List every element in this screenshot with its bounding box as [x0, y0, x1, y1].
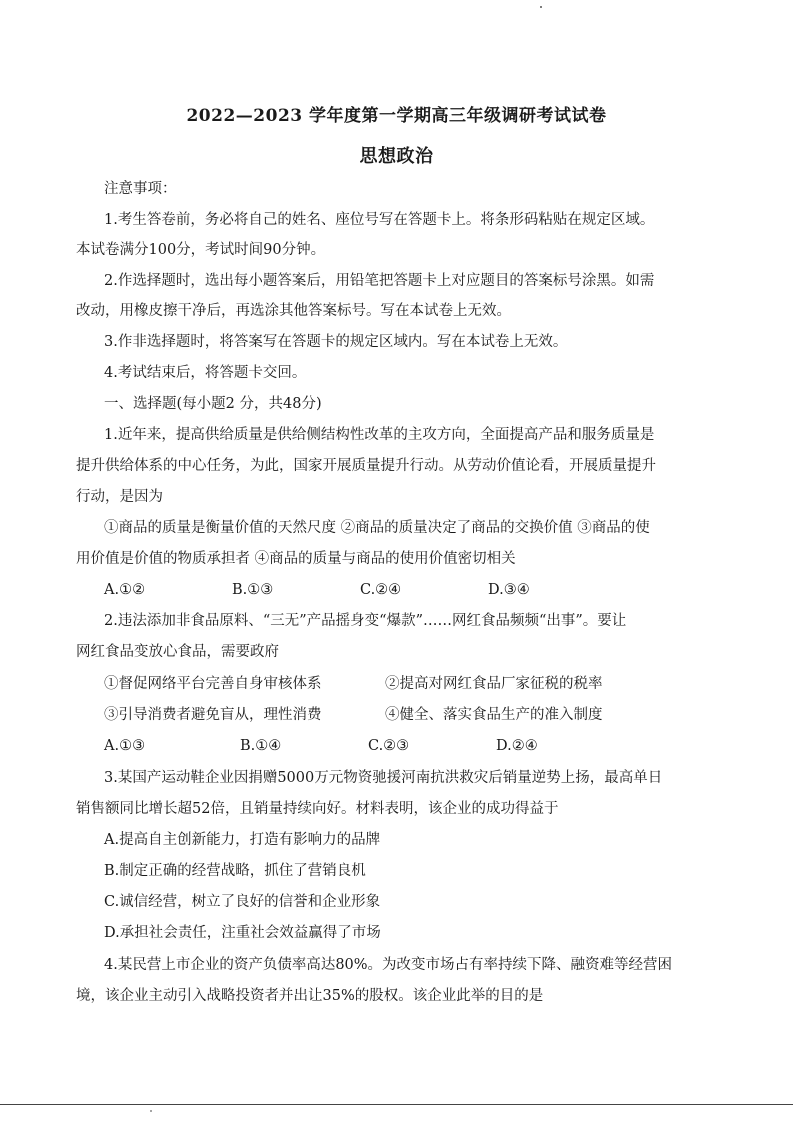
q1-stem-line: 行动，是因为	[76, 489, 163, 505]
q3-stem-line: 销售额同比增长超52倍，且销量持续向好。材料表明，该企业的成功得益于	[76, 801, 559, 817]
q1-option-b: B.①③	[232, 582, 274, 598]
q2-choice-3: ③引导消费者避免盲从，理性消费	[104, 707, 322, 723]
q2-choice-4: ④健全、落实食品生产的准入制度	[385, 707, 603, 723]
q2-option-b: B.①④	[240, 738, 282, 754]
q3-stem-line: 3.某国产运动鞋企业因捐赠5000万元物资驰援河南抗洪救灾后销量逆势上扬，最高单日	[104, 770, 663, 786]
notice-line: 4.考试结束后，将答题卡交回。	[104, 365, 307, 381]
subject-title: 思想政治	[359, 146, 434, 167]
notice-heading: 注意事项：	[104, 181, 177, 197]
q2-stem-line: 网红食品变放心食品，需要政府	[76, 644, 279, 660]
section-heading: 一、选择题(每小题2 分，共48分)	[104, 396, 322, 412]
q2-stem-line: 2.违法添加非食品原料、“三无”产品摇身变“爆款”……网红食品频频“出事”。要让	[104, 613, 627, 629]
q2-choice-1: ①督促网络平台完善自身审核体系	[104, 676, 322, 692]
q2-option-d: D.②④	[496, 738, 538, 754]
q1-stem-line: 提升供给体系的中心任务，为此，国家开展质量提升行动。从劳动价值论看，开展质量提升	[76, 458, 656, 474]
q2-choice-2: ②提高对网红食品厂家征税的税率	[385, 676, 603, 692]
scan-speck	[150, 1110, 152, 1112]
q1-option-c: C.②④	[360, 582, 402, 598]
q1-option-a: A.①②	[104, 582, 146, 598]
q2-option-c: C.②③	[368, 738, 410, 754]
q1-stem-line: 1.近年来，提高供给质量是供给侧结构性改革的主攻方向，全面提高产品和服务质量是	[104, 427, 655, 443]
q3-option-d: D.承担社会责任，注重社会效益赢得了市场	[104, 925, 381, 941]
q2-option-a: A.①③	[104, 738, 146, 754]
q3-option-a: A.提高自主创新能力，打造有影响力的品牌	[104, 832, 381, 848]
scan-speck	[540, 6, 542, 8]
q1-choices-line: 用价值是价值的物质承担者 ④商品的质量与商品的使用价值密切相关	[76, 551, 516, 567]
exam-title: 2022—2023 学年度第一学期高三年级调研考试试卷	[186, 106, 607, 126]
notice-line: 3.作非选择题时，将答案写在答题卡的规定区域内。写在本试卷上无效。	[104, 334, 568, 350]
page-bottom-rule	[0, 1104, 793, 1105]
q3-option-c: C.诚信经营，树立了良好的信誉和企业形象	[104, 894, 381, 910]
q3-option-b: B.制定正确的经营战略，抓住了营销良机	[104, 863, 366, 879]
q4-stem-line: 境，该企业主动引入战略投资者并出让35%的股权。该企业此举的目的是	[76, 988, 544, 1004]
notice-line: 改动，用橡皮擦干净后，再选涂其他答案标号。写在本试卷上无效。	[76, 303, 511, 319]
notice-line: 本试卷满分100分，考试时间90分钟。	[76, 242, 326, 258]
notice-line: 2.作选择题时，选出每小题答案后，用铅笔把答题卡上对应题目的答案标号涂黑。如需	[104, 273, 655, 289]
notice-line: 1.考生答卷前，务必将自己的姓名、座位号写在答题卡上。将条形码粘贴在规定区域。	[104, 212, 655, 228]
q1-choices-line: ①商品的质量是衡量价值的天然尺度 ②商品的质量决定了商品的交换价值 ③商品的使	[104, 520, 650, 536]
q1-option-d: D.③④	[488, 582, 530, 598]
q4-stem-line: 4.某民营上市企业的资产负债率高达80%。为改变市场占有率持续下降、融资难等经营困	[104, 957, 673, 973]
